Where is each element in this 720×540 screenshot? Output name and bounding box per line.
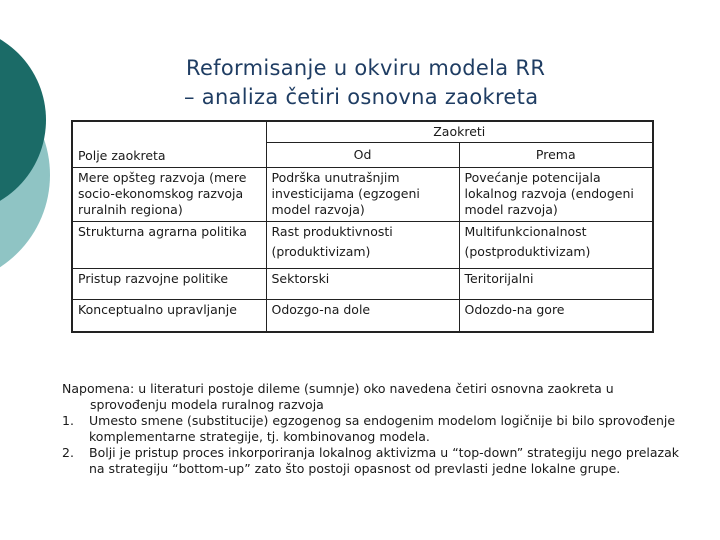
note-item-number: 2. bbox=[62, 445, 74, 460]
header-group: Zaokreti bbox=[266, 121, 653, 143]
cell-field: Mere opšteg razvoja (mere socio-ekonomskog razvoja ruralnih regiona) bbox=[72, 168, 266, 222]
cell-to: Povećanje potencijala lokalnog razvoja (endogeni model razvoja) bbox=[459, 168, 653, 222]
cell-to-main: Multifunkcionalnost bbox=[464, 224, 587, 239]
title-line-2: – analiza četiri osnovna zaokreta bbox=[184, 85, 539, 109]
cell-from: Sektorski bbox=[266, 269, 459, 300]
note-item-number: 1. bbox=[62, 413, 74, 428]
header-from: Od bbox=[266, 143, 459, 168]
decorative-circles bbox=[0, 0, 60, 300]
cell-from bbox=[266, 222, 459, 269]
cell-from-main: Rast produktivnosti bbox=[271, 224, 393, 239]
notes-section bbox=[62, 381, 692, 477]
header-to: Prema bbox=[459, 143, 653, 168]
note-intro: Napomena: u literaturi postoje dileme (sumnje) oko navedena četiri osnovna zaokreta u sprovođenju modela ruralnog razvoja bbox=[62, 381, 614, 412]
cell-to: Odozdo-na gore bbox=[459, 300, 653, 333]
cell-from: Podrška unutrašnjim investicijama (egzogeni model razvoja) bbox=[266, 168, 459, 222]
cell-field: Strukturna agrarna politika bbox=[72, 222, 266, 269]
table-row bbox=[72, 269, 653, 300]
table-row bbox=[72, 222, 653, 269]
turns-table bbox=[71, 120, 654, 333]
note-item-text: Bolji je pristup proces inkorporiranja lokalnog aktivizma u “top-down” strategiju nego prelazak na strategiju “bottom-up” zato što postoji opasnost od prevlasti jedne lokalne grupe. bbox=[89, 445, 679, 476]
note-item bbox=[62, 445, 692, 477]
note-item bbox=[62, 413, 692, 445]
table-row bbox=[72, 300, 653, 333]
title-line-1: Reformisanje u okviru modela RR bbox=[186, 56, 546, 80]
cell-to bbox=[459, 222, 653, 269]
cell-to-sub: (postproduktivizam) bbox=[464, 244, 591, 259]
cell-from-sub: (produktivizam) bbox=[271, 244, 371, 259]
table-row bbox=[72, 168, 653, 222]
cell-field: Konceptualno upravljanje bbox=[72, 300, 266, 333]
cell-to: Teritorijalni bbox=[459, 269, 653, 300]
cell-from: Odozgo-na dole bbox=[266, 300, 459, 333]
header-field bbox=[72, 121, 266, 163]
slide-title bbox=[186, 54, 686, 112]
cell-field: Pristup razvojne politike bbox=[72, 269, 266, 300]
note-item-text: Umesto smene (substitucije) egzogenog sa endogenim modelom logičnije bi bilo sprovođenje komplementarne strategije, tj. kombinovanog modela. bbox=[89, 413, 676, 444]
header-field-label: Polje zaokreta bbox=[78, 148, 166, 163]
